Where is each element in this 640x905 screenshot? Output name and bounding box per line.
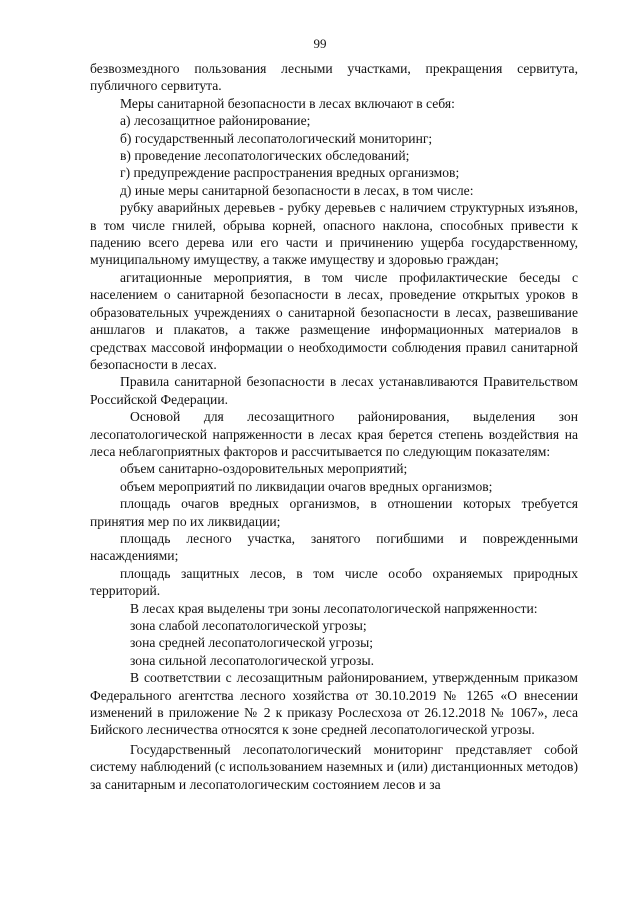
paragraph: безвозмездного пользования лесными участками, прекращения сервитута, публичного сервитута. (90, 61, 578, 94)
paragraph: Государственный лесопатологический мониторинг представляет собой систему наблюдений (с использованием наземных и (или) дистанционных методов) за санитарным и лесопатологическим состоянием лесов и за (90, 741, 578, 792)
paragraph: Основой для лесозащитного районирования, выделения зон лесопатологической напряженности в лесах края берется степень воздействия на леса неблагоприятных факторов и рассчитывается по следующим показателям: (90, 409, 578, 459)
list-item: объем мероприятий по ликвидации очагов вредных организмов; (120, 478, 493, 494)
list-item: объем санитарно-оздоровительных мероприятий; (120, 461, 408, 477)
list-item: д) иные меры санитарной безопасности в лесах, в том числе: (120, 182, 474, 198)
list-item: площадь очагов вредных организмов, в отношении которых требуется принятия мер по их ликвидации; (90, 496, 578, 529)
list-item: в) проведение лесопатологических обследований; (120, 148, 410, 164)
list-item: зона слабой лесопатологической угрозы; (130, 618, 367, 633)
paragraph: Правила санитарной безопасности в лесах устанавливаются Правительством Российской Федерации. (90, 374, 578, 407)
list-item: г) предупреждение распространения вредных организмов; (120, 165, 460, 181)
paragraph: Меры санитарной безопасности в лесах включают в себя: (120, 95, 455, 111)
list-item: зона сильной лесопатологической угрозы. (130, 652, 375, 668)
list-item: зона средней лесопатологической угрозы; (130, 635, 374, 651)
page-number: 99 (313, 36, 327, 51)
paragraph: В соответствии с лесозащитным районированием, утвержденным приказом Федерального агентства лесного хозяйства от 30.10.2019 № 1265 «О внесении изменений в приложение № 2 к приказу Рослесхоза от 26.12.2018 № 1067», леса Бийского лесничества относятся к зоне средней лесопатологической угрозы. (90, 670, 578, 738)
paragraph: агитационные мероприятия, в том числе профилактические беседы с населением о санитарной безопасности в лесах, проведение открытых уроков в образовательных учреждениях о санитарной безопасности в лесах, развешивание аншлагов и плакатов, а также размещение информационных материалов в средствах массовой информации о необходимости соблюдения правил санитарной безопасности в лесах. (90, 269, 578, 372)
paragraph: рубку аварийных деревьев - рубку деревьев с наличием структурных изъянов, в том числе гнилей, обрыва корней, опасного наклона, способных привести к падению всего дерева или его части и причинению ущерба государственному, муниципальному имуществу, а также имуществу и здоровью граждан; (90, 200, 578, 268)
list-item: а) лесозащитное районирование; (120, 113, 311, 129)
document-body (90, 60, 578, 793)
paragraph: В лесах края выделены три зоны лесопатологической напряженности: (130, 600, 538, 616)
list-item: площадь защитных лесов, в том числе особо охраняемых природных территорий. (90, 565, 578, 599)
list-item: б) государственный лесопатологический мониторинг; (120, 130, 433, 146)
list-item: площадь лесного участка, занятого погибшими и поврежденными насаждениями; (90, 530, 578, 564)
